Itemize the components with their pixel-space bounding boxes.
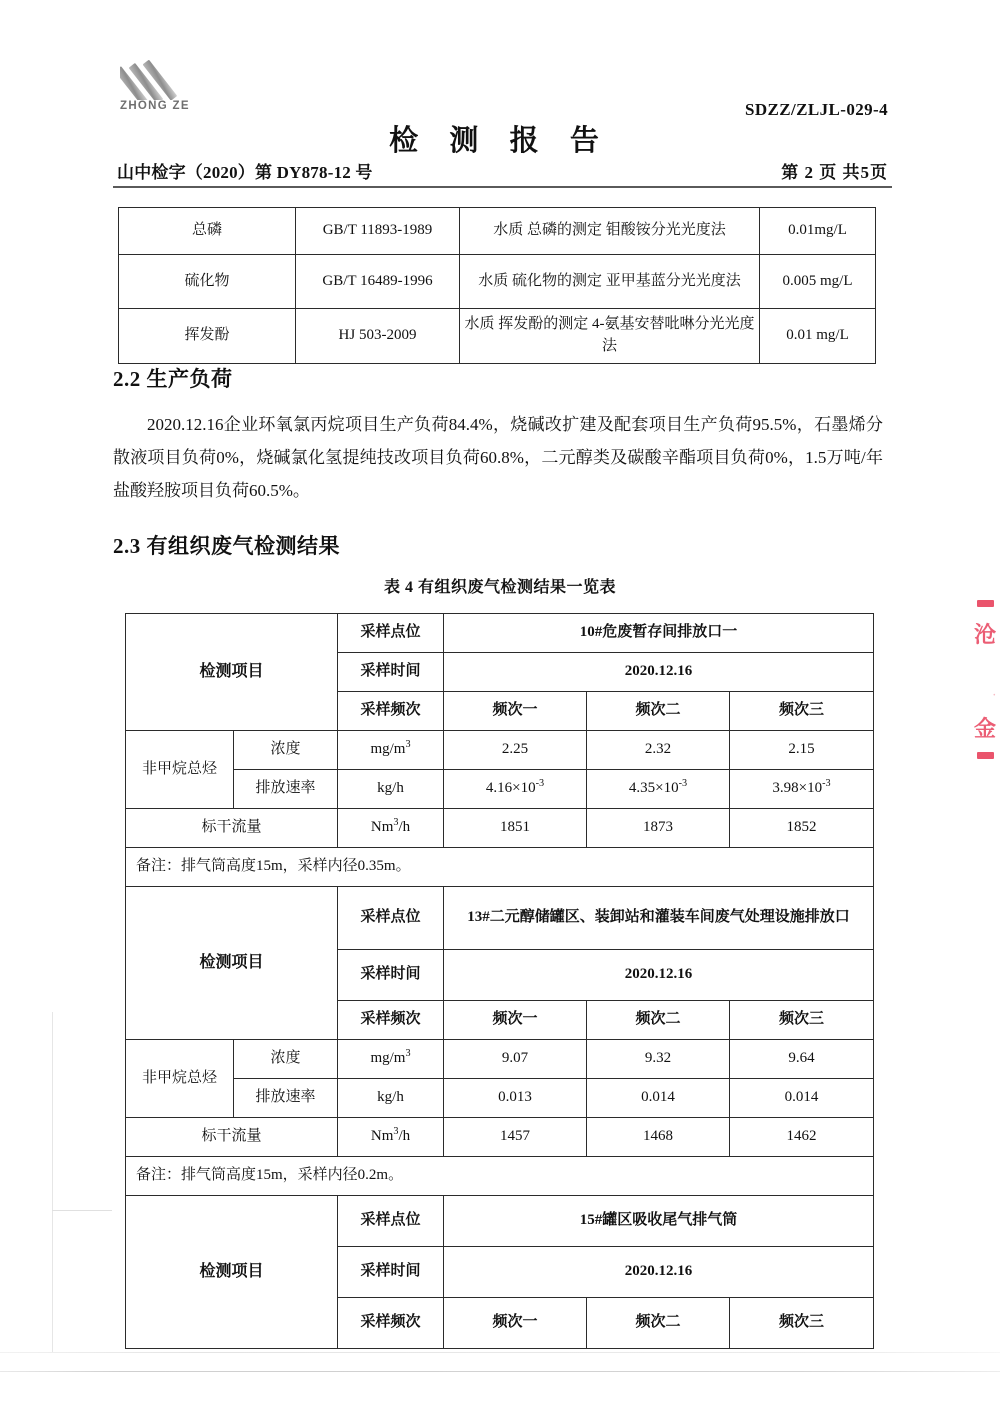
report-number: 山中检字（2020）第 DY878-12 号 — [117, 163, 373, 182]
label-sampling-frequency: 采样频次 — [338, 692, 444, 731]
b2-rate-f1: 0.013 — [444, 1079, 587, 1118]
b1-rate-f2: $4.35\times 10^{-3}$ — [587, 770, 730, 809]
section-heading-22: 2.2 生产负荷 — [113, 367, 233, 391]
stamp-glyph-lower: 金 — [973, 716, 996, 741]
label-freq2: 频次二 — [587, 1298, 730, 1349]
method-name: 水质 总磷的测定 钼酸铵分光光度法 — [460, 208, 760, 255]
b1-conc-f1: 2.25 — [444, 731, 587, 770]
method-item: 硫化物 — [119, 255, 296, 309]
stamp-glyph-dot: · — [992, 690, 996, 701]
table-row — [119, 309, 876, 364]
b2-sampling-time-value: 2020.12.16 — [444, 950, 874, 1001]
b2-conc-f2: 9.32 — [587, 1040, 730, 1079]
table-row — [126, 731, 874, 770]
logo-wordmark: ZHONG ZE — [120, 100, 190, 112]
label-freq1: 频次一 — [444, 1298, 587, 1349]
b1-rate-f3: $3.98\times 10^{-3}$ — [730, 770, 874, 809]
scan-edge-bottom — [0, 1371, 1000, 1372]
label-sampling-time: 采样时间 — [338, 1247, 444, 1298]
header-divider — [113, 186, 892, 188]
b1-conc-f2: 2.32 — [587, 731, 730, 770]
label-freq1: 频次一 — [444, 1001, 587, 1040]
method-name: 水质 挥发酚的测定 4-氨基安替吡啉分光光度法 — [460, 309, 760, 364]
unit-concentration: $mg/m^3$ — [338, 1040, 444, 1079]
scan-edge-left-tick — [52, 1210, 112, 1211]
table-row — [126, 770, 874, 809]
method-item: 挥发酚 — [119, 309, 296, 364]
method-limit: 0.01mg/L — [760, 208, 876, 255]
table-row — [126, 1040, 874, 1079]
b2-rate-f2: 0.014 — [587, 1079, 730, 1118]
method-item: 总磷 — [119, 208, 296, 255]
stamp-mark-bar-top — [977, 600, 994, 607]
label-sampling-point: 采样点位 — [338, 887, 444, 950]
label-test-item: 检测项目 — [126, 1196, 338, 1349]
label-freq3: 频次三 — [730, 1001, 874, 1040]
document-code: SDZZ/ZLJL-029-4 — [745, 100, 888, 119]
label-emission-rate: 排放速率 — [234, 1079, 338, 1118]
b2-pollutant: 非甲烷总烃 — [126, 1040, 234, 1118]
method-standard: GB/T 11893-1989 — [296, 208, 460, 255]
label-sampling-frequency: 采样频次 — [338, 1001, 444, 1040]
method-standard: GB/T 16489-1996 — [296, 255, 460, 309]
label-concentration: 浓度 — [234, 1040, 338, 1079]
label-sampling-time: 采样时间 — [338, 653, 444, 692]
table-row — [119, 208, 876, 255]
section-heading-23: 2.3 有组织废气检测结果 — [113, 534, 340, 558]
b1-flow-f1: 1851 — [444, 809, 587, 848]
table-row — [126, 848, 874, 887]
b2-rate-f3: 0.014 — [730, 1079, 874, 1118]
b1-flow-f3: 1852 — [730, 809, 874, 848]
scan-edge-left — [52, 1012, 53, 1352]
b2-conc-f3: 9.64 — [730, 1040, 874, 1079]
label-sampling-point: 采样点位 — [338, 1196, 444, 1247]
stamp-glyph-upper: 沧 — [973, 622, 996, 647]
label-freq2: 频次二 — [587, 1001, 730, 1040]
label-emission-rate: 排放速率 — [234, 770, 338, 809]
method-limit: 0.005 mg/L — [760, 255, 876, 309]
method-limit: 0.01 mg/L — [760, 309, 876, 364]
label-freq3: 频次三 — [730, 692, 874, 731]
b3-sampling-point-value: 15#罐区吸收尾气排气筒 — [444, 1196, 874, 1247]
b2-note: 备注：排气筒高度15m，采样内径0.2m。 — [126, 1157, 874, 1196]
table-row — [119, 255, 876, 309]
label-sampling-frequency: 采样频次 — [338, 1298, 444, 1349]
b3-sampling-time-value: 2020.12.16 — [444, 1247, 874, 1298]
b1-flow-f2: 1873 — [587, 809, 730, 848]
label-freq3: 频次三 — [730, 1298, 874, 1349]
label-concentration: 浓度 — [234, 731, 338, 770]
table4-caption: 表 4 有组织废气检测结果一览表 — [383, 579, 616, 596]
b2-sampling-point-value: 13#二元醇储罐区、装卸站和灌装车间废气处理设施排放口 — [444, 887, 874, 950]
label-sampling-point: 采样点位 — [338, 614, 444, 653]
b1-note: 备注：排气筒高度15m，采样内径0.35m。 — [126, 848, 874, 887]
b2-flow-f2: 1468 — [587, 1118, 730, 1157]
b2-flow-f1: 1457 — [444, 1118, 587, 1157]
label-test-item: 检测项目 — [126, 887, 338, 1040]
b1-rate-f1: $4.16\times 10^{-3}$ — [444, 770, 587, 809]
b1-sampling-time-value: 2020.12.16 — [444, 653, 874, 692]
unit-emission-rate: kg/h — [338, 1079, 444, 1118]
page-number: 第 2 页 共5页 — [781, 163, 888, 182]
table-row — [126, 887, 874, 950]
unit-emission-rate: kg/h — [338, 770, 444, 809]
company-logo — [120, 48, 236, 122]
b2-conc-f1: 9.07 — [444, 1040, 587, 1079]
analysis-methods-table — [118, 207, 876, 364]
unit-concentration: $mg/m^3$ — [338, 731, 444, 770]
label-freq1: 频次一 — [444, 692, 587, 731]
unit-dry-flow: Nm$^3$/h — [338, 1118, 444, 1157]
label-dry-flow: 标干流量 — [126, 809, 338, 848]
label-test-item: 检测项目 — [126, 614, 338, 731]
organized-exhaust-results-table — [125, 613, 874, 1349]
label-sampling-time: 采样时间 — [338, 950, 444, 1001]
b1-pollutant: 非甲烷总烃 — [126, 731, 234, 809]
label-freq2: 频次二 — [587, 692, 730, 731]
table-row — [126, 614, 874, 653]
stamp-mark-bar-bottom — [977, 752, 994, 759]
b1-sampling-point-value: 10#危废暂存间排放口一 — [444, 614, 874, 653]
table-row — [126, 1157, 874, 1196]
method-standard: HJ 503-2009 — [296, 309, 460, 364]
table-row — [126, 809, 874, 848]
scan-edge-bottom-faint — [0, 1352, 1000, 1353]
unit-dry-flow: Nm$^3$/h — [338, 809, 444, 848]
page-title: 检 测 报 告 — [389, 125, 611, 157]
table-row — [126, 1118, 874, 1157]
b1-conc-f3: 2.15 — [730, 731, 874, 770]
b2-flow-f3: 1462 — [730, 1118, 874, 1157]
table-row — [126, 1196, 874, 1247]
label-dry-flow: 标干流量 — [126, 1118, 338, 1157]
table-row — [126, 1079, 874, 1118]
method-name: 水质 硫化物的测定 亚甲基蓝分光光度法 — [460, 255, 760, 309]
section-22-paragraph: 2020.12.16企业环氧氯丙烷项目生产负荷84.4%，烧碱改扩建及配套项目生产负荷95.5%，石墨烯分散液项目负荷0%，烧碱氯化氢提纯技改项目负荷60.8%，二元醇类及碳酸辛酯项目负荷0%，1.5万吨/年盐酸羟胺项目负荷60.5%。 — [113, 415, 883, 500]
